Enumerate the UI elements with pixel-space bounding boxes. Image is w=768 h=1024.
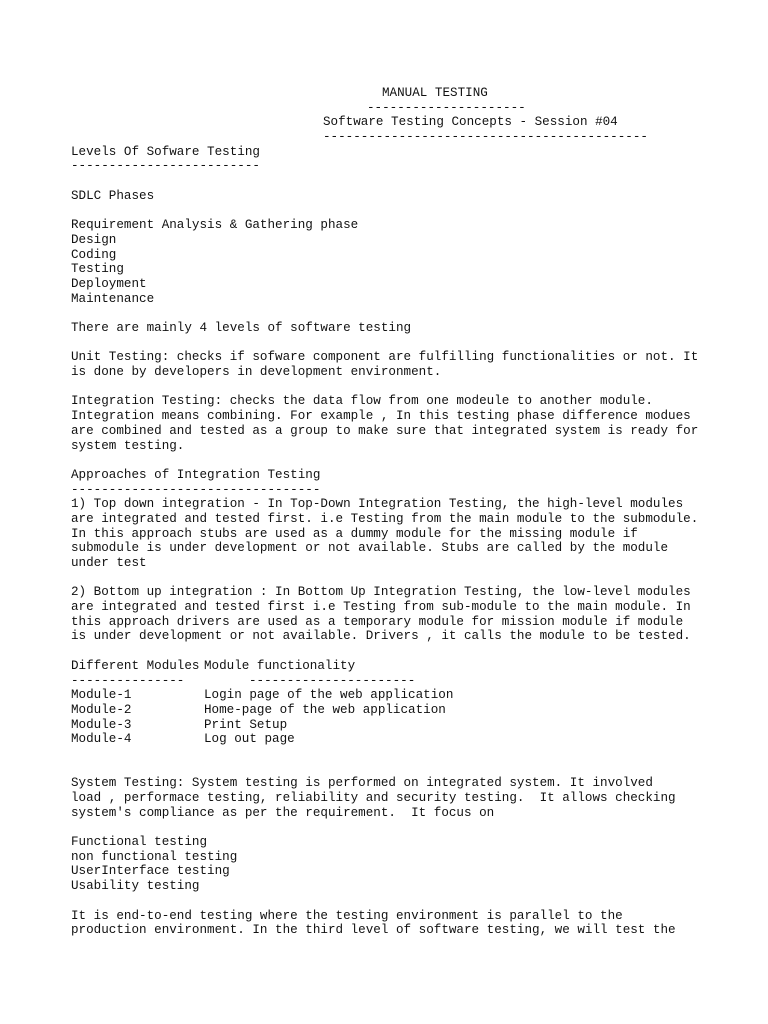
- sdlc-phase: Deployment: [71, 276, 147, 291]
- sdlc-phase: Maintenance: [71, 291, 155, 306]
- paragraph-line: under test: [71, 556, 147, 570]
- title-block: [71, 86, 711, 145]
- bottom-up-paragraph: [71, 585, 711, 644]
- paragraph-line: Integration Testing: checks the data flow from one modeule to another module.: [71, 394, 653, 409]
- title-underline: ---------------------: [367, 100, 526, 115]
- paragraph-line: are combined and tested as a group to make sure that integrated system is ready for: [71, 423, 699, 438]
- levels-intro: There are mainly 4 levels of software testing: [71, 321, 412, 335]
- list-item: non functional testing: [71, 849, 238, 864]
- paragraph-line: Unit Testing: checks if sofware component are fulfilling functionalities or not. It: [71, 350, 699, 365]
- module-name: Module-4: [71, 732, 132, 747]
- system-testing-paragraph: [71, 776, 711, 820]
- table-row: [71, 703, 711, 718]
- module-name: Module-2: [71, 702, 132, 717]
- module-function: Home-page of the web application: [204, 702, 446, 717]
- modules-table: [71, 659, 711, 747]
- table-row: [71, 732, 711, 747]
- paragraph-line: load , performace testing, reliability and security testing. It allows checking: [71, 791, 676, 805]
- paragraph-line: is done by developers in development environment.: [71, 365, 442, 380]
- paragraph-line: system's compliance as per the requirement. It focus on: [71, 805, 495, 820]
- sdlc-phase: Coding: [71, 247, 117, 262]
- levels-underline: -------------------------: [71, 159, 260, 174]
- paragraph-line: is under development or not available. Drivers , it calls the module to be tested.: [71, 629, 691, 644]
- paragraph-line: It is end-to-end testing where the testing environment is parallel to the: [71, 908, 623, 923]
- paragraph-line: 1) Top down integration - In Top-Down Integration Testing, the high-level modules: [71, 497, 684, 512]
- sdlc-phase: Testing: [71, 262, 124, 277]
- paragraph-line: are integrated and tested first i.e Testing from sub-module to the main module. In: [71, 600, 691, 615]
- top-down-paragraph: [71, 497, 711, 570]
- subtitle-underline: -------------------------------------------: [323, 130, 648, 145]
- sdlc-phase: Requirement Analysis & Gathering phase: [71, 218, 359, 233]
- table-header-row: [71, 659, 711, 674]
- table-row: [71, 688, 711, 703]
- module-function: Login page of the web application: [204, 688, 454, 703]
- paragraph-line: In this approach stubs are used as a dummy module for the missing module if: [71, 526, 638, 541]
- sdlc-heading: SDLC Phases: [71, 188, 155, 203]
- paragraph-line: Integration means combining. For example , In this testing phase difference modues: [71, 409, 691, 424]
- paragraph-line: system testing.: [71, 438, 185, 453]
- approaches-heading: Approaches of Integration Testing: [71, 467, 321, 482]
- table-header-module: Different Modules: [71, 658, 200, 673]
- module-name: Module-1: [71, 688, 132, 703]
- paragraph-line: are integrated and tested first. i.e Testing from the main module to the submodule.: [71, 511, 699, 526]
- paragraph-line: production environment. In the third level of software testing, we will test the: [71, 923, 676, 938]
- module-function: Print Setup: [204, 717, 288, 732]
- sdlc-phase-list: [71, 218, 711, 306]
- unit-testing-paragraph: [71, 350, 711, 379]
- list-item: Usability testing: [71, 879, 200, 894]
- table-separator: ---------------: [71, 673, 185, 688]
- paragraph-line: System Testing: System testing is performed on integrated system. It involved: [71, 776, 653, 791]
- paragraph-line: this approach drivers are used as a temporary module for mission module if module: [71, 614, 684, 629]
- levels-heading: Levels Of Sofware Testing: [71, 144, 260, 159]
- document-title: MANUAL TESTING: [382, 86, 488, 100]
- table-row: [71, 718, 711, 733]
- approaches-underline: ---------------------------------: [71, 482, 321, 497]
- sdlc-phase: Design: [71, 232, 117, 247]
- paragraph-line: 2) Bottom up integration : In Bottom Up Integration Testing, the low-level modules: [71, 585, 691, 600]
- focus-list: [71, 835, 711, 894]
- list-item: UserInterface testing: [71, 864, 230, 879]
- document-subtitle: Software Testing Concepts - Session #04: [323, 115, 618, 130]
- list-item: Functional testing: [71, 835, 208, 850]
- table-separator: ----------------------: [249, 673, 416, 688]
- integration-testing-paragraph: [71, 394, 711, 453]
- table-separator-row: [71, 674, 711, 689]
- document-page: [71, 86, 711, 938]
- end-to-end-paragraph: [71, 909, 711, 938]
- module-function: Log out page: [204, 732, 295, 747]
- paragraph-line: submodule is under development or not available. Stubs are called by the module: [71, 541, 669, 556]
- module-name: Module-3: [71, 717, 132, 732]
- table-header-functionality: Module functionality: [204, 658, 356, 673]
